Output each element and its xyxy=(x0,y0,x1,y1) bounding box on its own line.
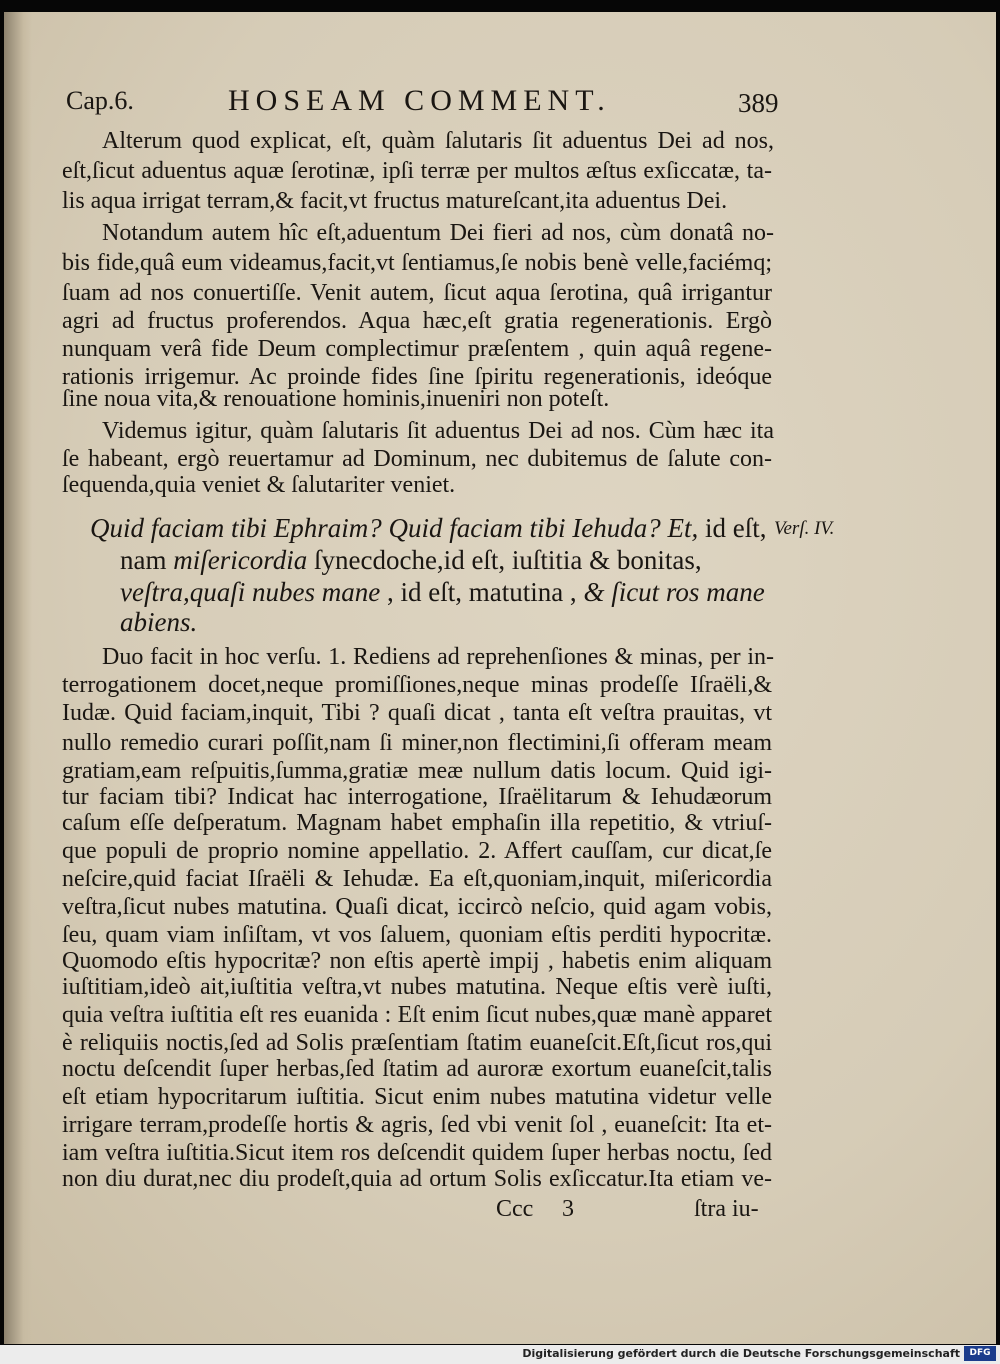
text-line: iuſtitiam,ideò ait,iuſtitia veſtra,vt nubes matutina. Neque eſtis verè iuſti, xyxy=(62,974,772,1000)
page-number: 389 xyxy=(738,88,779,118)
text-line: nullo remedio curari poſſit,nam ſi miner,non flectimini,ſi offeram meam xyxy=(62,730,772,756)
text-line: eſt etiam hypocritarum iuſtitia. Sicut enim nubes matutina videtur velle xyxy=(62,1084,772,1110)
signature-number: 3 xyxy=(562,1196,574,1222)
text-line: que populi de proprio nomine appellatio. 2. Affert cauſſam, cur dicat,ſe xyxy=(62,838,772,864)
text-line: Alterum quod explicat, eſt, quàm ſalutaris ſit aduentus Dei ad nos, xyxy=(102,128,774,154)
verse-margin-note: Verſ. IV. xyxy=(774,518,835,539)
signature-mark: Ccc xyxy=(496,1196,534,1222)
text-line: irrigare terram,prodeſſe hortis & agris, ſed vbi venit ſol , euaneſcit: Ita et- xyxy=(62,1112,772,1138)
text-line: Duo facit in hoc verſu. 1. Rediens ad reprehenſiones & minas, per in- xyxy=(102,644,774,670)
verse-text-italic: miſericordia xyxy=(173,545,308,575)
text-line: non diu durat,nec diu prodeſt,quia ad ortum Solis exſiccatur.Ita etiam ve- xyxy=(62,1166,772,1192)
funding-credit: Digitalisierung gefördert durch die Deutsche Forschungsgemeinschaft xyxy=(522,1347,960,1360)
text-line: Notandum autem hîc eſt,aduentum Dei fieri ad nos, cùm donatâ no- xyxy=(102,220,774,246)
text-line: terrogationem docet,neque promiſſiones,neque minas prodeſſe Iſraëli,& xyxy=(62,672,772,698)
text-line: noctu deſcendit ſuper herbas,ſed ſtatim ad auroræ exortum euaneſcit,talis xyxy=(62,1056,772,1082)
verse-text-roman: nam xyxy=(120,545,174,575)
chapter-label: Cap.6. xyxy=(66,86,134,115)
text-line: ſequenda,quia veniet & ſalutariter veniet. xyxy=(62,472,456,498)
text-line: Videmus igitur, quàm ſalutaris ſit aduentus Dei ad nos. Cùm hæc ita xyxy=(102,418,774,444)
verse-line xyxy=(120,606,197,638)
text-line: bis fide,quâ eum videamus,facit,vt ſentiamus,ſe nobis benè velle,faciémq; xyxy=(62,250,772,276)
catchword: ſtra iu- xyxy=(694,1196,759,1222)
text-line: Quomodo eſtis hypocritæ? non eſtis apertè impij , habetis enim aliquam xyxy=(62,948,772,974)
text-line: ſeu, quam viam inſiſtam, vt vos ſaluem, quoniam eſtis perditi hypocritæ. xyxy=(62,922,772,948)
verse-line xyxy=(120,576,765,608)
verse-text-italic: abiens. xyxy=(120,607,198,637)
text-line: ſuam ad nos conuertiſſe. Venit autem, ſicut aqua ſerotina, quâ irrigantur xyxy=(62,280,772,306)
verse-text-italic: Quid faciam tibi Ephraim? Quid faciam tibi Iehuda? Et, xyxy=(90,513,699,543)
text-line: iam veſtra iuſtitia.Sicut item ros deſcendit quidem ſuper herbas noctu, ſed xyxy=(62,1140,772,1166)
verse-text-roman: id eſt, xyxy=(698,513,767,543)
text-line: è reliquiis noctis,ſed ad Solis præſentiam ſtatim euaneſcit.Eſt,ſicut ros,qui xyxy=(62,1030,772,1056)
text-line: rationis irrigemur. Ac proinde fides ſine ſpiritu regenerationis, ideóque xyxy=(62,364,772,390)
text-line: nunquam verâ fide Deum complectimur præſentem , quin aquâ regene- xyxy=(62,336,772,362)
verse-text-roman: , id eſt, matutina , xyxy=(380,577,584,607)
verse-line xyxy=(120,544,702,576)
text-line: ſine noua vita,& renouatione hominis,inueniri non poteſt. xyxy=(62,386,610,412)
text-line: Iudæ. Quid faciam,inquit, Tibi ? quaſi dicat , tanta eſt veſtra prauitas, vt xyxy=(62,700,772,726)
text-line: ſe habeant, ergò reuertamur ad Dominum, nec dubitemus de ſalute con- xyxy=(62,446,772,472)
verse-line xyxy=(90,512,766,544)
verse-text-italic: & ſicut ros mane xyxy=(583,577,765,607)
text-line: quia veſtra iuſtitia eſt res euanida : Eſt enim ſicut nubes,quæ manè apparet xyxy=(62,1002,772,1028)
running-title: HOSEAM COMMENT. xyxy=(228,84,611,117)
verse-text-roman: ſynecdoche,id eſt, iuſtitia & bonitas, xyxy=(307,545,702,575)
dfg-logo-icon: DFG xyxy=(964,1346,996,1361)
text-line: gratiam,eam reſpuitis,ſumma,gratiæ meæ nullum datis locum. Quid igi- xyxy=(62,758,772,784)
text-line: veſtra,ſicut nubes matutina. Quaſi dicat, iccircò neſcio, quid agam vobis, xyxy=(62,894,772,920)
text-line: caſum eſſe deſperatum. Magnam habet emphaſin illa repetitio, & vtriuſ- xyxy=(62,810,772,836)
text-line: tur faciam tibi? Indicat hac interrogatione, Iſraëlitarum & Iehudæorum xyxy=(62,784,772,810)
text-line: agri ad fructus proferendos. Aqua hæc,eſt gratia regenerationis. Ergò xyxy=(62,308,772,334)
text-line: neſcire,quid faciat Iſraëli & Iehudæ. Ea eſt,quoniam,inquit, miſericordia xyxy=(62,866,772,892)
text-line: eſt,ſicut aduentus aquæ ſerotinæ, ipſi terræ per multos æſtus exſiccatæ, ta- xyxy=(62,158,772,184)
verse-text-italic: veſtra,quaſi nubes mane xyxy=(120,577,381,607)
text-line: lis aqua irrigat terram,& facit,vt fructus matureſcant,ita aduentus Dei. xyxy=(62,188,728,214)
